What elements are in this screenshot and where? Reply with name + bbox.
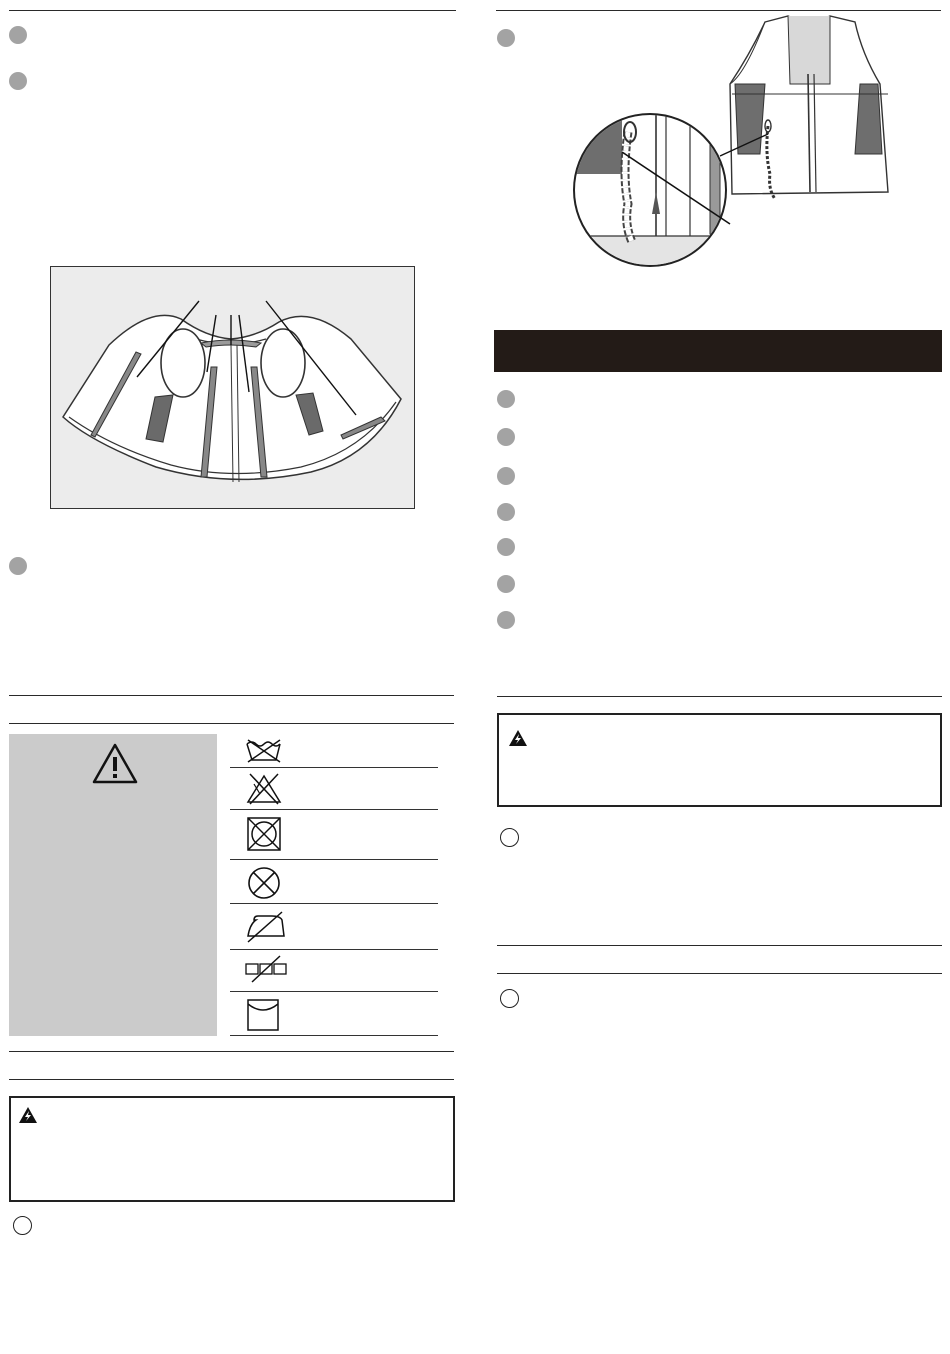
care-warning-panel [9, 734, 217, 1036]
top-rule-right [496, 10, 941, 11]
step-bullet-9 [497, 538, 515, 556]
washtub-do-not-icon [244, 738, 284, 764]
step-bullet-3 [9, 557, 27, 575]
section-rule-4 [9, 1079, 454, 1080]
step-bullet-8 [497, 503, 515, 521]
section-header-bar [494, 330, 942, 372]
step-bullet-7 [497, 467, 515, 485]
vest-interior-illustration [51, 267, 415, 509]
vest-lanyard-illustration [570, 14, 900, 270]
electric-hazard-icon [508, 729, 528, 747]
section-rule-5 [497, 696, 942, 697]
care-row-linedry [230, 950, 438, 992]
care-row-bleach [230, 768, 438, 810]
do-not-dry-clean-icon [244, 864, 284, 902]
care-row-tumble [230, 810, 438, 860]
step-bullet-10 [497, 575, 515, 593]
step-bullet-4 [497, 29, 515, 47]
dry-flat-icon [244, 996, 284, 1034]
care-row-dryflat [230, 992, 438, 1036]
section-rule-1 [9, 695, 454, 696]
do-not-iron-icon [244, 908, 288, 944]
top-rule-left [9, 10, 456, 11]
step-bullet-5 [497, 390, 515, 408]
electric-warning-box-right [497, 713, 942, 807]
care-row-iron [230, 904, 438, 950]
do-not-bleach-icon [244, 772, 284, 806]
care-symbols-list [230, 734, 438, 1038]
electric-hazard-icon [18, 1106, 38, 1124]
do-not-line-dry-icon [244, 954, 288, 986]
warning-triangle-icon [91, 742, 139, 786]
note-bullet-left [13, 1216, 32, 1235]
section-rule-6 [497, 945, 942, 946]
section-rule-2 [9, 723, 454, 724]
section-rule-7 [497, 973, 942, 974]
step-bullet-11 [497, 611, 515, 629]
note-bullet-right-2 [500, 989, 519, 1008]
vest-interior-figure [50, 266, 415, 509]
step-bullet-1 [9, 26, 27, 44]
electric-warning-box-left [9, 1096, 455, 1202]
step-bullet-2 [9, 72, 27, 90]
do-not-tumble-dry-icon [244, 814, 284, 854]
step-bullet-6 [497, 428, 515, 446]
note-bullet-right-1 [500, 828, 519, 847]
care-row-wash [230, 734, 438, 768]
care-row-dryclean [230, 860, 438, 904]
section-rule-3 [9, 1051, 454, 1052]
